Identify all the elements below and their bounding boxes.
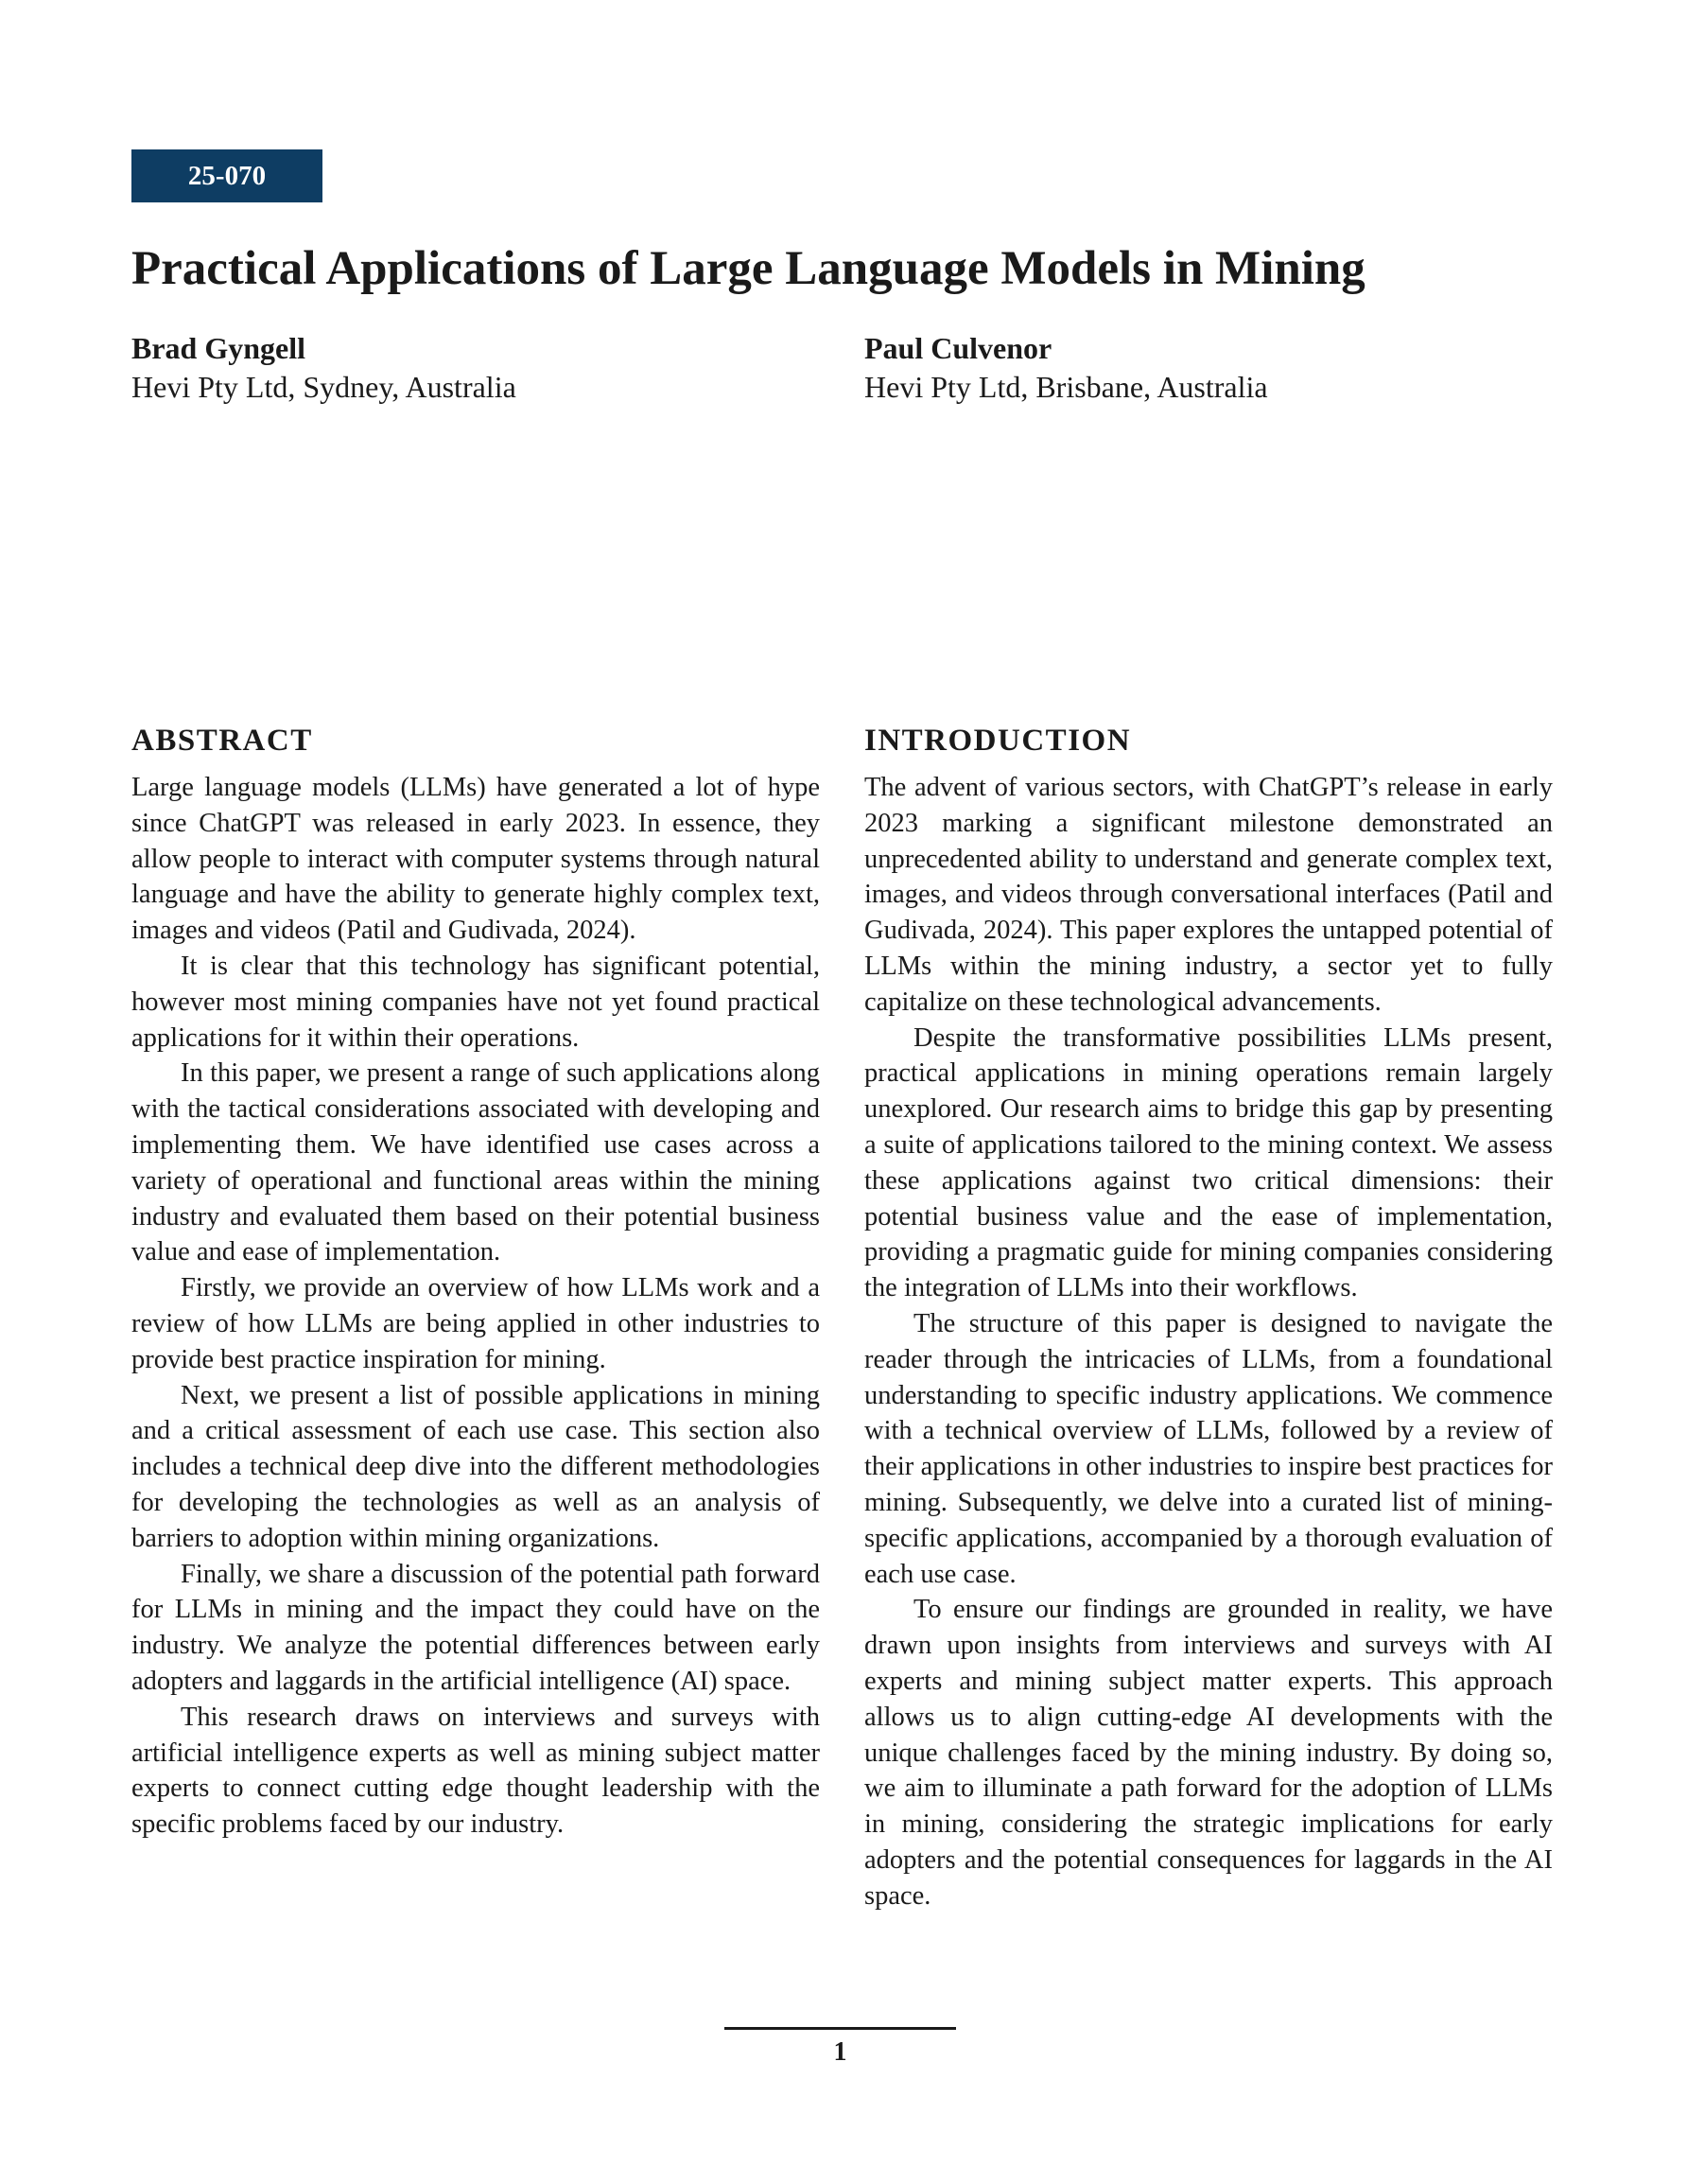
page-number: 1 [833, 2037, 847, 2067]
author-affiliation: Hevi Pty Ltd, Sydney, Australia [131, 370, 516, 404]
abstract-paragraph: In this paper, we present a range of such applications along with the tactical considerations associated with developing and implementing them. We have identified use cases across a variety of operational and functional areas within the mining industry and evaluated them based on their potential business value and ease of implementation. [131, 1058, 820, 1267]
introduction-paragraph: The advent of various sectors, with ChatGPT’s release in early 2023 marking a significant milestone demonstrated an unprecedented ability to understand and generate complex text, images, and videos through conversational interfaces (Patil and Gudivada, 2024). This paper explores the untapped potential of LLMs within the mining industry, a sector yet to fully capitalize on these technological advancements. [864, 773, 1553, 1017]
abstract-paragraph: Large language models (LLMs) have generated a lot of hype since ChatGPT was released in early 2023. In essence, they allow people to interact with computer systems through natural language and have the ability to generate highly complex text, images and videos (Patil and Gudivada, 2024). [131, 773, 820, 946]
paper-id-badge: 25-070 [131, 149, 322, 202]
abstract-paragraph: Finally, we share a discussion of the potential path forward for LLMs in mining and the impact they could have on the industry. We analyze the potential differences between early adopters and laggards in the artificial intelligence (AI) space. [131, 1559, 820, 1696]
abstract-heading: ABSTRACT [131, 724, 313, 758]
author-name: Brad Gyngell [131, 331, 306, 365]
introduction-paragraph: To ensure our findings are grounded in reality, we have drawn upon insights from interviews and surveys with AI experts and mining subject matter experts. This approach allows us to align cutting-edge AI developments with the unique challenges faced by the mining industry. By doing so, we aim to illuminate a path forward for the adoption of LLMs in mining, considering the strategic implications for early adopters and the potential consequences for laggards in the AI space. [864, 1595, 1553, 1911]
introduction-paragraph: Despite the transformative possibilities LLMs present, practical applications in mining operations remain largely unexplored. Our research aims to bridge this gap by presenting a suite of applications tailored to the mining context. We assess these applications against two critical dimensions: their potential business value and the ease of implementation, providing a pragmatic guide for mining companies considering the integration of LLMs into their workflows. [864, 1022, 1553, 1303]
abstract-section [131, 721, 820, 1843]
abstract-paragraph: It is clear that this technology has significant potential, however most mining companies have not yet found practical applications for it within their operations. [131, 951, 820, 1053]
author-name: Paul Culvenor [864, 331, 1052, 365]
introduction-paragraph: The structure of this paper is designed to navigate the reader through the intricacies of LLMs, from a foundational understanding to specific industry applications. We commence with a technical overview of LLMs, followed by a review of their applications in other industries to inspire best practices for mining. Subsequently, we delve into a curated list of mining-specific applications, accompanied by a thorough evaluation of each use case. [864, 1308, 1553, 1589]
author-block-1 [131, 329, 516, 407]
abstract-paragraph: Next, we present a list of possible applications in mining and a critical assessment of each use case. This section also includes a technical deep dive into the different methodologies for developing the technologies as well as an analysis of barriers to adoption within mining organizations. [131, 1380, 820, 1553]
introduction-section [864, 721, 1553, 1914]
abstract-paragraph: Firstly, we provide an overview of how LLMs work and a review of how LLMs are being applied in other industries to provide best practice inspiration for mining. [131, 1273, 820, 1374]
author-affiliation: Hevi Pty Ltd, Brisbane, Australia [864, 370, 1268, 404]
author-block-2 [864, 329, 1268, 407]
abstract-paragraph: This research draws on interviews and surveys with artificial intelligence experts as well as mining subject matter experts to connect cutting edge thought leadership with the specific problems faced by our industry. [131, 1702, 820, 1840]
footer-rule [724, 2027, 956, 2030]
paper-title: Practical Applications of Large Language Models in Mining [131, 242, 1365, 295]
introduction-heading: INTRODUCTION [864, 724, 1132, 758]
